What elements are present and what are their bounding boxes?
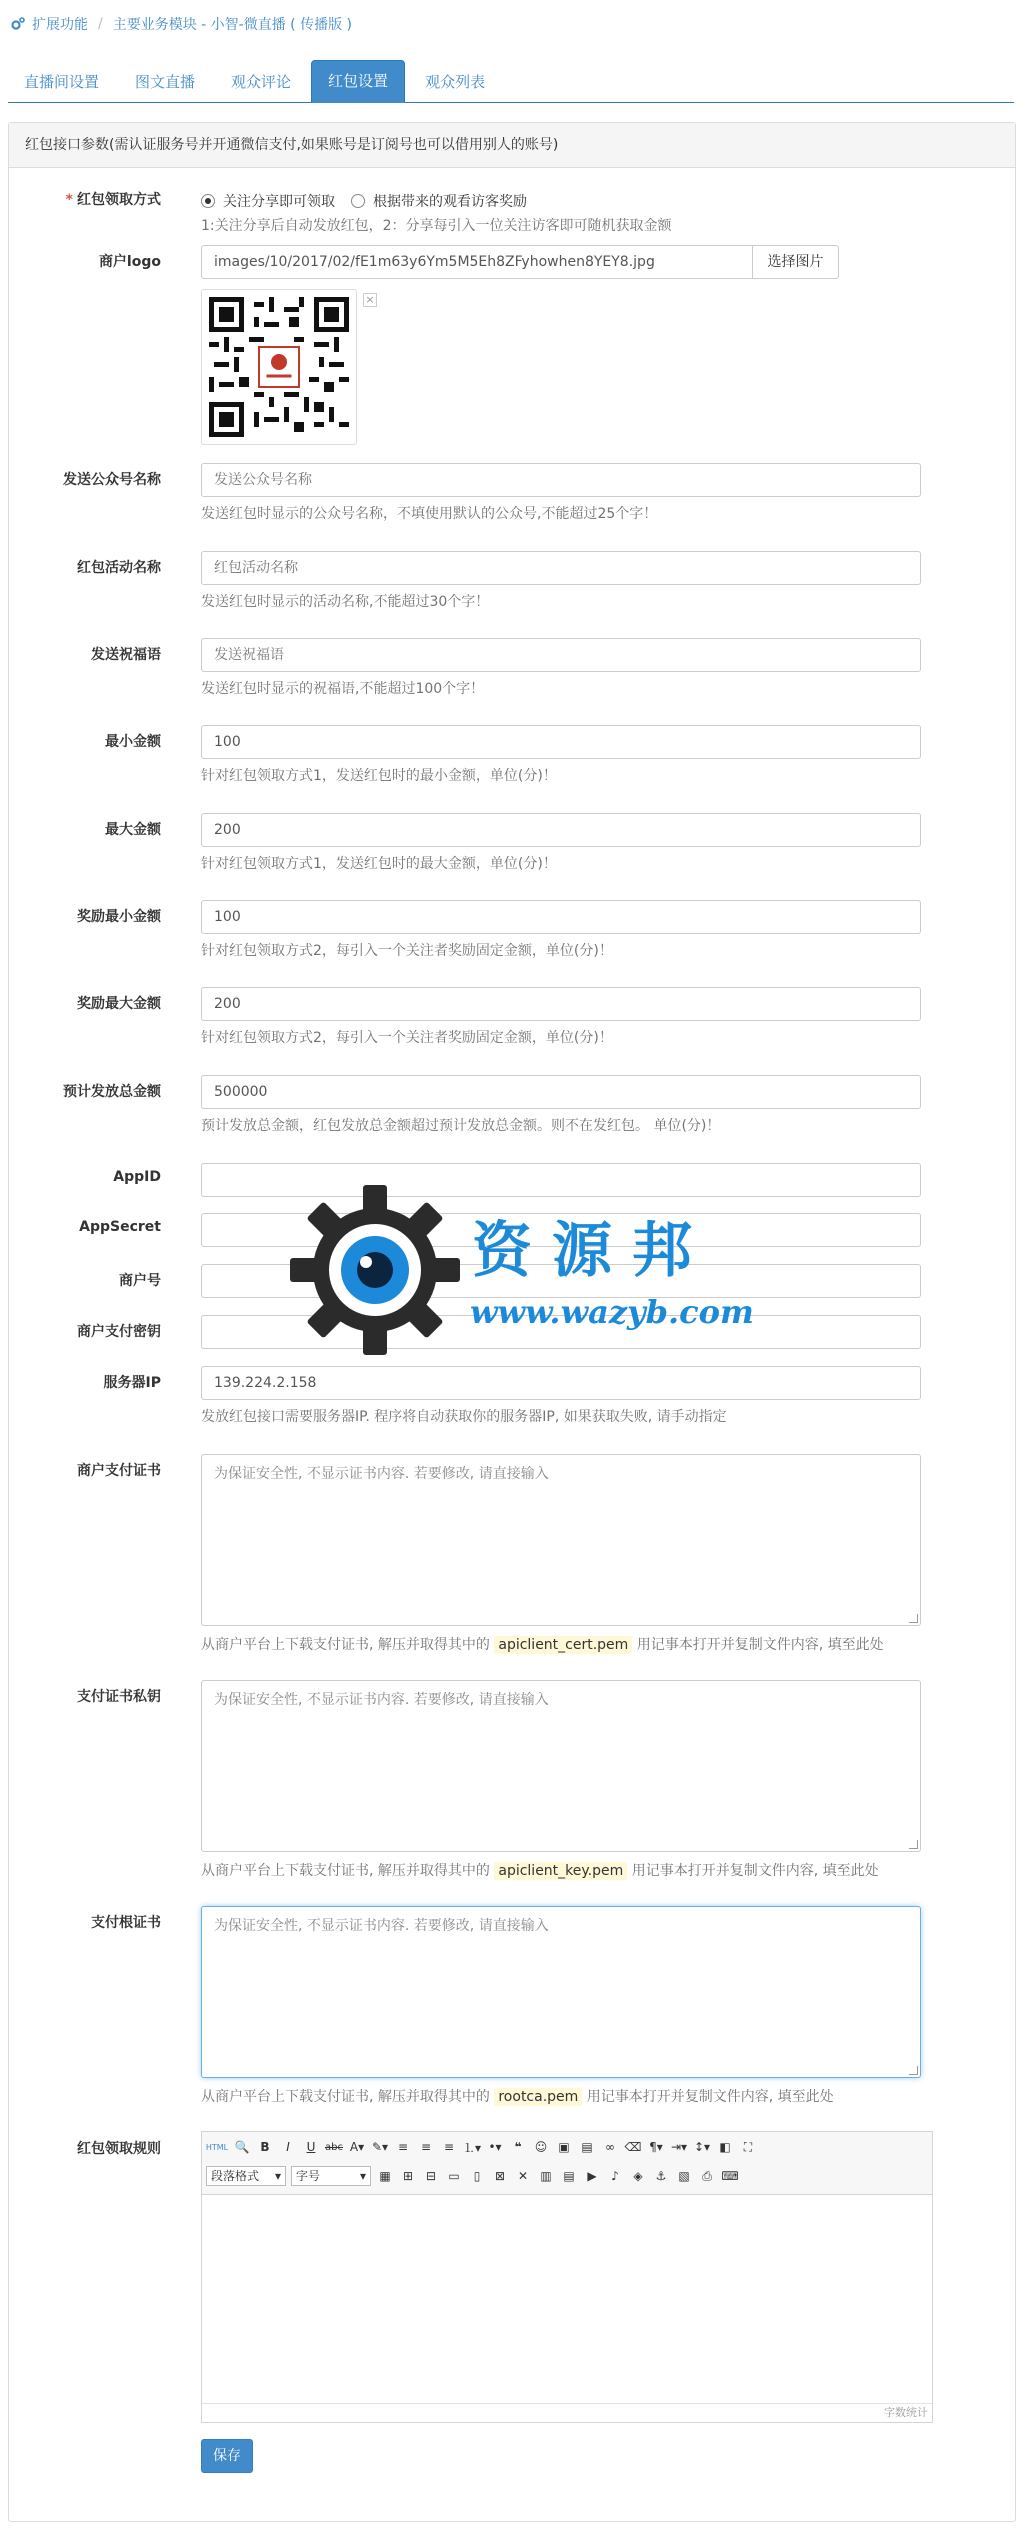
rules-label: 红包领取规则	[77, 2141, 161, 2157]
tab-photo-text-live[interactable]: 图文直播	[135, 73, 196, 91]
table-props-icon[interactable]: ▥	[540, 2169, 552, 2183]
server-ip-help: 发放红包接口需要服务器IP. 程序将自动获取你的服务器IP, 如果获取失败, 请手动指定	[201, 1409, 727, 1425]
music-icon[interactable]: ♪	[611, 2169, 619, 2183]
key-help-pre: 从商户平台上下载支付证书, 解压并取得其中的	[201, 1863, 490, 1879]
link-icon[interactable]: ∞	[605, 2140, 615, 2154]
insert-column-icon[interactable]: ⊟	[425, 2169, 437, 2183]
key-placeholder: 为保证安全性, 不显示证书内容. 若要修改, 请直接输入	[214, 1692, 549, 1708]
logo-preview	[201, 289, 357, 445]
act-name-help: 发送红包时显示的活动名称,不能超过30个字！	[201, 594, 490, 610]
cert-help	[201, 1634, 884, 1654]
radio-share-follow-label[interactable]: 关注分享即可领取	[223, 194, 335, 210]
strikethrough-icon[interactable]: abc	[325, 2141, 343, 2153]
anchor-icon[interactable]: ⚓	[655, 2169, 667, 2183]
font-size-value: 字号	[296, 2169, 321, 2183]
qr-code-image	[209, 297, 349, 437]
search-icon[interactable]: 🔍	[234, 2140, 250, 2154]
panel-heading: 红包接口参数(需认证服务号并开通微信支付,如果账号是订阅号也可以借用别人的账号)	[9, 123, 1015, 168]
appid-label: AppID	[113, 1169, 161, 1185]
min-amount-help: 针对红包领取方式1，发送红包时的最小金额，单位(分)！	[201, 768, 557, 784]
radio-visitor-reward-label[interactable]: 根据带来的观看访客奖励	[373, 194, 527, 210]
merge-cells-icon[interactable]: ▭	[448, 2169, 460, 2183]
toolbar-row-1	[206, 2138, 757, 2156]
cert-label: 商户支付证书	[77, 1463, 161, 1479]
max-amount-input[interactable]: 200	[201, 813, 921, 847]
send-name-label: 发送公众号名称	[63, 472, 161, 488]
key-label: 支付证书私钥	[77, 1689, 161, 1705]
min-amount-input[interactable]: 100	[201, 725, 921, 759]
reward-max-label: 奖励最大金额	[77, 996, 161, 1012]
cert-filename: apiclient_cert.pem	[494, 1636, 632, 1654]
mode-help: 1:关注分享后自动发放红包，2：分享每引入一位关注访客即可随机获取金额	[201, 218, 672, 234]
cell-props-icon[interactable]: ▤	[563, 2169, 575, 2183]
send-name-input[interactable]: 发送公众号名称	[201, 463, 921, 497]
ordered-list-icon[interactable]: ⒈▾	[462, 2140, 482, 2155]
total-help: 预计发放总金额，红包发放总金额超过预计发放总金额。则不在发红包。 单位(分)！	[201, 1118, 721, 1134]
code-icon[interactable]: ⌨	[721, 2169, 739, 2183]
max-amount-label: 最大金额	[105, 822, 161, 838]
key-help	[201, 1860, 879, 1880]
key-textarea[interactable]	[201, 1680, 921, 1852]
video-icon[interactable]: ▶	[587, 2169, 597, 2183]
select-image-button[interactable]: 选择图片	[753, 245, 839, 279]
watermark-title: 资源邦	[472, 1216, 712, 1286]
required-asterisk: *	[65, 192, 73, 208]
tab-audience-list[interactable]: 观众列表	[425, 73, 486, 91]
font-size-select[interactable]	[291, 2166, 371, 2186]
total-label: 预计发放总金额	[63, 1084, 161, 1100]
underline-icon[interactable]: U	[306, 2140, 316, 2154]
watermark-url: www.wazyb.com	[470, 1293, 754, 1331]
tab-bar	[8, 60, 1014, 103]
server-ip-label: 服务器IP	[103, 1375, 161, 1391]
map-icon[interactable]: ◈	[633, 2169, 643, 2183]
mchid-label: 商户号	[119, 1273, 161, 1289]
table-icon[interactable]: ▦	[379, 2169, 391, 2183]
highlight-icon[interactable]: ✎▾	[371, 2140, 389, 2154]
template-icon[interactable]: ▧	[678, 2169, 690, 2183]
delete-row-icon[interactable]: ⊠	[494, 2169, 506, 2183]
logo-input-group	[201, 245, 839, 279]
resize-handle[interactable]	[909, 1614, 918, 1623]
paragraph-spacing-icon[interactable]: ¶▾	[649, 2140, 663, 2154]
tab-red-packet-settings[interactable]: 红包设置	[311, 60, 405, 103]
radio-visitor-reward[interactable]	[351, 194, 365, 208]
wishing-label: 发送祝福语	[91, 647, 161, 663]
apikey-label: 商户支付密钥	[77, 1324, 161, 1340]
print-icon[interactable]: ⎙	[702, 2168, 712, 2183]
rootca-filename: rootca.pem	[494, 2088, 582, 2106]
logo-path-input[interactable]: images/10/2017/02/fE1m63y6Ym5M5Eh8ZFyhowhen8YEY8.jpg	[201, 245, 753, 279]
send-name-help: 发送红包时显示的公众号名称，不填使用默认的公众号,不能超过25个字！	[201, 506, 658, 522]
mode-label	[9, 189, 161, 209]
cogs-icon	[10, 16, 26, 32]
key-help-post: 用记事本打开并复制文件内容, 填至此处	[631, 1863, 879, 1879]
rootca-textarea[interactable]	[201, 1906, 921, 2078]
rootca-help-post: 用记事本打开并复制文件内容, 填至此处	[586, 2089, 834, 2105]
paragraph-format-value: 段落格式	[211, 2169, 260, 2183]
emoji-icon[interactable]: ☺	[534, 2140, 548, 2154]
editor-status-bar	[202, 2403, 932, 2422]
reward-min-label: 奖励最小金额	[77, 909, 161, 925]
preview-icon[interactable]: ◧	[719, 2140, 731, 2154]
insert-row-icon[interactable]: ⊞	[402, 2169, 414, 2183]
image-icon[interactable]: ▣	[558, 2140, 570, 2154]
rootca-label: 支付根证书	[91, 1915, 161, 1931]
unordered-list-icon[interactable]: •▾	[488, 2140, 502, 2154]
act-name-input[interactable]: 红包活动名称	[201, 551, 921, 585]
total-input[interactable]: 500000	[201, 1075, 921, 1109]
rootca-placeholder: 为保证安全性, 不显示证书内容. 若要修改, 请直接输入	[214, 1918, 549, 1934]
server-ip-input[interactable]: 139.224.2.158	[201, 1366, 921, 1400]
reward-min-input[interactable]: 100	[201, 900, 921, 934]
fullscreen-icon[interactable]: ⛶	[743, 2139, 753, 2154]
mode-radio-group	[201, 191, 527, 211]
radio-share-follow[interactable]	[201, 194, 215, 208]
breadcrumb-separator: /	[98, 16, 103, 32]
split-cells-icon[interactable]: ▯	[473, 2169, 481, 2183]
paragraph-format-select[interactable]	[206, 2166, 286, 2186]
mode-label-text: 红包领取方式	[77, 192, 161, 208]
cert-help-pre: 从商户平台上下载支付证书, 解压并取得其中的	[201, 1637, 490, 1653]
reward-min-help: 针对红包领取方式2，每引入一个关注者奖励固定金额，单位(分)！	[201, 943, 613, 959]
appsecret-label: AppSecret	[79, 1219, 161, 1235]
remove-image-icon[interactable]: ×	[363, 293, 377, 307]
editor-toolbar	[202, 2132, 932, 2195]
bold-icon[interactable]: B	[260, 2140, 270, 2154]
breadcrumb-link-extensions[interactable]: 扩展功能	[32, 17, 88, 33]
rootca-help-pre: 从商户平台上下载支付证书, 解压并取得其中的	[201, 2089, 490, 2105]
html-source-icon[interactable]: HTML	[205, 2142, 229, 2152]
align-left-icon[interactable]: ≡	[397, 2140, 409, 2154]
clear-format-icon[interactable]: ⌫	[624, 2140, 642, 2154]
save-button[interactable]: 保存	[201, 2439, 253, 2473]
watermark	[290, 1185, 760, 1355]
key-filename: apiclient_key.pem	[494, 1862, 627, 1880]
chevron-down-icon: ▾	[359, 2169, 366, 2183]
resize-handle[interactable]	[909, 2066, 918, 2075]
cert-placeholder: 为保证安全性, 不显示证书内容. 若要修改, 请直接输入	[214, 1466, 549, 1482]
breadcrumb	[10, 12, 352, 36]
rich-text-editor[interactable]	[201, 2131, 933, 2423]
align-center-icon[interactable]: ≡	[420, 2140, 432, 2154]
cert-help-post: 用记事本打开并复制文件内容, 填至此处	[636, 1637, 884, 1653]
font-color-icon[interactable]: A▾	[349, 2140, 365, 2154]
indent-icon[interactable]: ⇥▾	[670, 2140, 688, 2154]
word-count: 字数统计	[884, 2406, 928, 2419]
rootca-help	[201, 2086, 834, 2106]
toolbar-row-2	[206, 2166, 739, 2186]
min-amount-label: 最小金额	[105, 734, 161, 750]
cert-textarea[interactable]	[201, 1454, 921, 1626]
align-right-icon[interactable]: ≡	[443, 2140, 455, 2154]
reward-max-input[interactable]: 200	[201, 987, 921, 1021]
resize-handle[interactable]	[909, 1840, 918, 1849]
wishing-input[interactable]: 发送祝福语	[201, 638, 921, 672]
delete-column-icon[interactable]: ✕	[517, 2169, 529, 2183]
line-height-icon[interactable]: ↕▾	[693, 2140, 711, 2154]
reward-max-help: 针对红包领取方式2，每引入一个关注者奖励固定金额，单位(分)！	[201, 1030, 613, 1046]
tab-audience-comments[interactable]: 观众评论	[231, 73, 292, 91]
breadcrumb-link-module[interactable]: 主要业务模块 - 小智-微直播 ( 传播版 )	[112, 17, 352, 33]
blockquote-icon[interactable]: ❝	[514, 2140, 522, 2154]
wishing-help: 发送红包时显示的祝福语,不能超过100个字！	[201, 681, 485, 697]
max-amount-help: 针对红包领取方式1，发送红包时的最大金额，单位(分)！	[201, 856, 557, 872]
tab-live-room-settings[interactable]: 直播间设置	[24, 73, 100, 91]
italic-icon[interactable]: I	[286, 2140, 290, 2154]
chevron-down-icon: ▾	[274, 2169, 281, 2183]
file-icon[interactable]: ▤	[581, 2140, 593, 2154]
gear-logo-icon	[290, 1185, 460, 1355]
act-name-label: 红包活动名称	[77, 560, 161, 576]
logo-label: 商户logo	[98, 254, 161, 270]
